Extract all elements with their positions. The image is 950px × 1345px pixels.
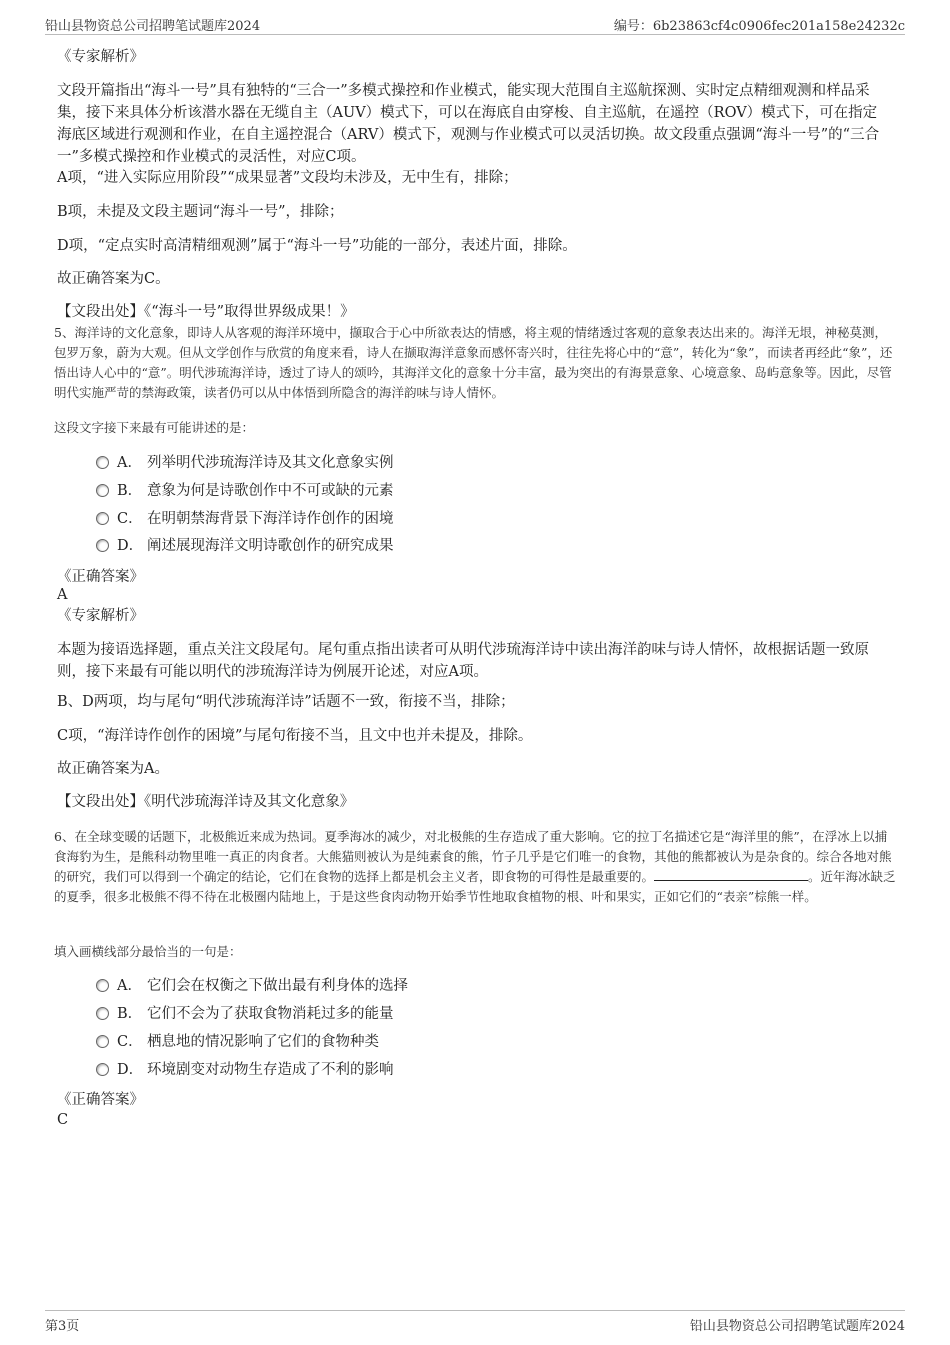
footer-title: 铅山县物资总公司招聘笔试题库2024 [689, 1319, 905, 1334]
radio-icon[interactable] [96, 512, 109, 525]
q6-stem-part1: 6、在全球变暖的话题下，北极熊近来成为热词。夏季海冰的减少，对北极熊的生存造成了重大影响。它的拉丁名描述它是“海洋里的熊”，在浮冰上以捕食海豹为生，是熊科动物里唯一真正的肉食者。大熊猫则被认为是纯素食的熊，竹子几乎是它们唯一的食物，其他的熊都被认为是杂食的。综合各地对熊的研究，我们可以得到一个确定的结论，它们在食物的选择上都是机会主义者，即食物的可得性是最重要的。 [54, 829, 892, 884]
q5-option-d[interactable] [96, 535, 394, 557]
q6-question: 填入画横线部分最恰当的一句是： [54, 944, 242, 959]
radio-icon[interactable] [96, 1063, 109, 1076]
option-text: 它们不会为了获取食物消耗过多的能量 [147, 1006, 394, 1022]
q5-question: 这段文字接下来最有可能讲述的是： [54, 420, 255, 435]
page-header [45, 12, 905, 35]
q6-option-a[interactable] [96, 975, 408, 997]
q6-option-c[interactable] [96, 1031, 379, 1053]
page-number: 第3页 [45, 1319, 80, 1334]
option-key: C． [117, 511, 143, 527]
q5-option-a[interactable] [96, 452, 394, 474]
q5-analysis-para4: 故正确答案为A。 [57, 761, 169, 777]
radio-icon[interactable] [96, 456, 109, 469]
option-text: 在明朝禁海背景下海洋诗作创作的困境 [147, 511, 394, 527]
option-key: B． [117, 483, 143, 499]
option-key: A． [117, 455, 142, 471]
option-text: 环境剧变对动物生存造成了不利的影响 [147, 1062, 394, 1078]
radio-icon[interactable] [96, 979, 109, 992]
q6-answer: C [57, 1112, 69, 1128]
page-footer [45, 1310, 905, 1335]
fill-blank [654, 867, 808, 881]
header-title: 铅山县物资总公司招聘笔试题库2024 [45, 19, 261, 34]
q4-analysis-para2: A项，“进入实际应用阶段”“成果显著”文段均未涉及，无中生有，排除； [57, 170, 518, 186]
radio-icon[interactable] [96, 539, 109, 552]
option-key: A． [117, 978, 142, 994]
q5-analysis-para1: 本题为接语选择题，重点关注文段尾句。尾句重点指出读者可从明代涉琉海洋诗中读出海洋韵味与诗人情怀，故根据话题一致原则，接下来最有可能以明代的涉琉海洋诗为例展开论述，对应A项。 [57, 642, 869, 680]
q6-option-b[interactable] [96, 1003, 394, 1025]
option-text: 意象为何是诗歌创作中不可或缺的元素 [147, 483, 394, 499]
option-text: 栖息地的情况影响了它们的食物种类 [147, 1034, 379, 1050]
q5-analysis-para2: B、D两项，均与尾句“明代涉琉海洋诗”话题不一致，衔接不当，排除； [57, 694, 515, 710]
q6-stem-part2: 。近年海冰缺乏的夏季，很多北极熊不得不待在北极圈内陆地上，于是这些食肉动物开始季节性地取食植物的根、叶和果实，正如它们的“表亲”棕熊一样。 [54, 869, 896, 904]
option-text: 阐述展现海洋文明诗歌创作的研究成果 [147, 538, 394, 554]
q5-answer-label: 《正确答案》 [57, 569, 144, 585]
q4-analysis-para3: B项，未提及文段主题词“海斗一号”，排除； [57, 204, 344, 220]
option-key: D． [117, 1062, 144, 1078]
q5-stem: 5、海洋诗的文化意象，即诗人从客观的海洋环境中，撷取合于心中所欲表达的情感，将主观的情绪透过客观的意象表达出来的。海洋无垠，神秘莫测，包罗万象，蔚为大观。但从文学创作与欣赏的角度来看，诗人在撷取海洋意象而感怀寄兴时，往往先将心中的“意”，转化为“象”，而读者再经此“象”，还悟出诗人心中的“意”。明代涉琉海洋诗，透过了诗人的颂吟，其海洋文化的意象十分丰富，最为突出的有海景意象、心境意象、岛屿意象等。因此，尽管明代实施严苛的禁海政策，读者仍可以从中体悟到所隐含的海洋韵味与诗人情怀。 [54, 325, 893, 400]
radio-icon[interactable] [96, 1007, 109, 1020]
option-key: D． [117, 538, 144, 554]
q5-analysis-para3: C项，“海洋诗作创作的困境”与尾句衔接不当，且文中也并未提及，排除。 [57, 728, 533, 744]
option-text: 它们会在权衡之下做出最有利身体的选择 [147, 978, 408, 994]
q5-analysis-label: 《专家解析》 [57, 608, 144, 624]
option-key: C． [117, 1034, 143, 1050]
q4-analysis-para5: 故正确答案为C。 [57, 271, 170, 287]
option-text: 列举明代涉琉海洋诗及其文化意象实例 [147, 455, 394, 471]
option-key: B． [117, 1006, 143, 1022]
q5-source: 【文段出处】《明代涉琉海洋诗及其文化意象》 [57, 794, 355, 810]
q4-source: 【文段出处】《“海斗一号”取得世界级成果！》 [57, 304, 355, 320]
q5-answer: A [57, 587, 68, 603]
q6-answer-label: 《正确答案》 [57, 1092, 144, 1108]
radio-icon[interactable] [96, 1035, 109, 1048]
q5-option-c[interactable] [96, 508, 394, 530]
header-serial: 编号：6b23863cf4c0906fec201a158e24232c [613, 19, 905, 34]
radio-icon[interactable] [96, 484, 109, 497]
q4-analysis-label: 《专家解析》 [57, 49, 144, 65]
q4-analysis-para1: 文段开篇指出“海斗一号”具有独特的“三合一”多模式操控和作业模式，能实现大范围自主巡航探测、实时定点精细观测和样品采集，接下来具体分析该潜水器在无缆自主（AUV）模式下，可以在海底自由穿梭、自主巡航，在遥控（ROV）模式下，可在指定海底区域进行观测和作业，在自主遥控混合（ARV）模式下，观测与作业模式可以灵活切换。故文段重点强调“海斗一号”的“三合一”多模式操控和作业模式的灵活性，对应C项。 [57, 83, 880, 165]
q4-analysis-para4: D项，“定点实时高清精细观测”属于“海斗一号”功能的一部分，表述片面，排除。 [57, 238, 577, 254]
q6-option-d[interactable] [96, 1059, 394, 1081]
q6-stem [54, 827, 897, 907]
q5-option-b[interactable] [96, 480, 394, 502]
